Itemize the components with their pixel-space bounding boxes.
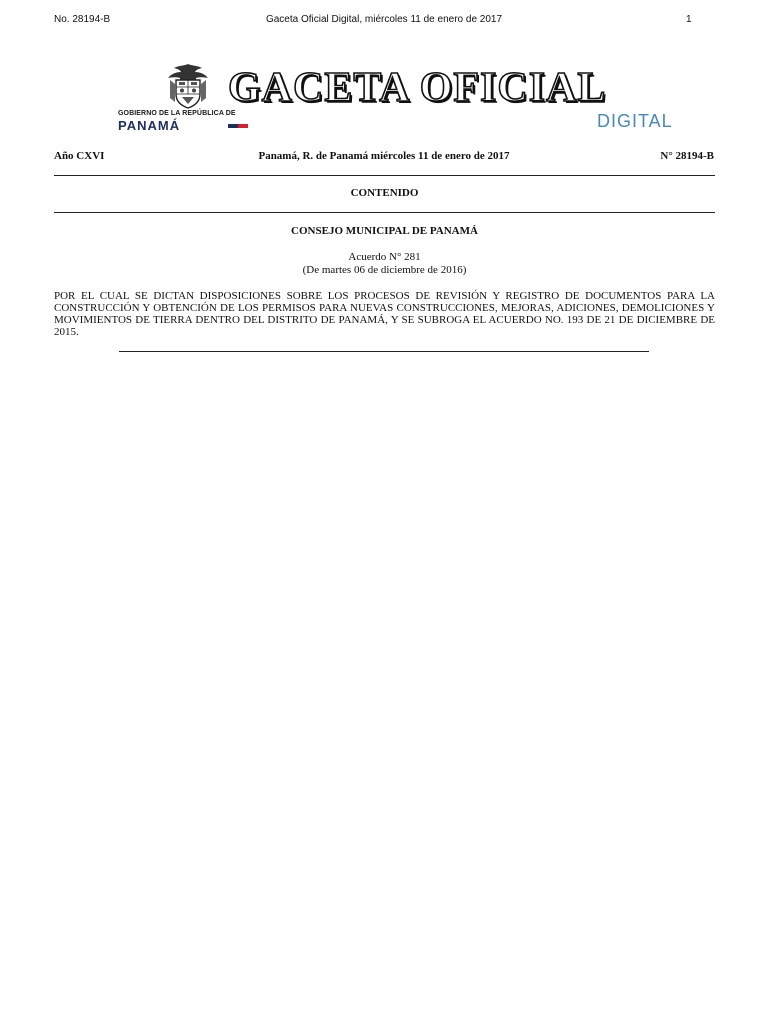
agreement-number: Acuerdo N° 281 — [348, 251, 421, 263]
divider-end — [119, 351, 649, 352]
coat-of-arms-icon — [162, 62, 214, 110]
agreement-date: (De martes 06 de diciembre de 2016) — [302, 264, 467, 276]
issuing-entity: CONSEJO MUNICIPAL DE PANAMÁ — [291, 225, 478, 237]
header-publication-date: Gaceta Oficial Digital, miércoles 11 de enero de 2017 — [265, 14, 503, 25]
flag-red-segment — [238, 124, 248, 128]
government-label: GOBIERNO DE LA REPÚBLICA DE — [118, 110, 236, 117]
header-page-number: 1 — [686, 14, 692, 25]
issue-info-row — [54, 150, 714, 164]
agreement-summary: POR EL CUAL SE DICTAN DISPOSICIONES SOBRE LOS PROCESOS DE REVISIÓN Y REGISTRO DE DOCUMENTOS PARA LA CONSTRUCCIÓN Y OBTENCIÓN DE LOS PERMISOS PARA NUEVAS CONSTRUCCIONES, MEJORAS, ADICIONES, DEMOLICIONES Y MOVIMIENTOS DE TIERRA DENTRO DEL DISTRITO DE PANAMÁ, Y SE SUBROGA EL ACUERDO NO. 193 DE 21 DE DICIEMBRE DE 2015. — [54, 290, 715, 338]
publication-title: GACETA OFICIAL — [228, 65, 607, 111]
issue-year: Año CXVI — [54, 150, 105, 162]
flag-blue-segment — [228, 124, 238, 128]
issue-number: N° 28194-B — [660, 150, 714, 162]
divider-contents — [54, 212, 715, 213]
divider-top — [54, 175, 715, 176]
header-issue-number: No. 28194-B — [54, 14, 111, 25]
contents-heading: CONTENIDO — [350, 187, 419, 199]
running-header — [0, 14, 768, 28]
issue-place-date: Panamá, R. de Panamá miércoles 11 de enero de 2017 — [258, 150, 510, 162]
government-name: PANAMÁ — [118, 118, 181, 133]
publication-subtitle: DIGITAL — [597, 111, 673, 131]
masthead — [110, 62, 673, 138]
flag-color-bar — [228, 124, 248, 128]
